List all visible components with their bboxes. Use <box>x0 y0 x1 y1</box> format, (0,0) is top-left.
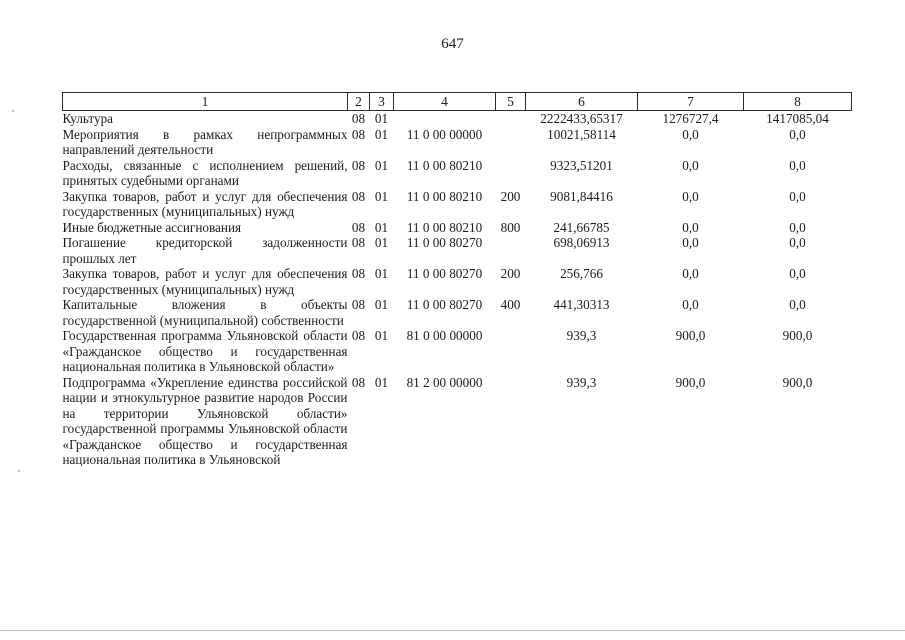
row-cell-c8: 900,0 <box>782 328 813 343</box>
row-cell-c5 <box>496 127 526 158</box>
row-cell-c5 <box>496 158 526 189</box>
column-header-1: 1 <box>63 93 348 111</box>
row-cell-c4: 11 0 00 80270 <box>406 235 483 250</box>
row-cell-c3: 01 <box>374 157 389 173</box>
row-cell-c3: 01 <box>374 219 389 235</box>
table-row <box>63 297 852 328</box>
table-row <box>63 189 852 220</box>
page-number: 647 <box>441 36 464 52</box>
row-cell-c8: 0,0 <box>789 219 806 235</box>
column-header-2: 2 <box>348 93 370 111</box>
row-cell-c7: 900,0 <box>675 374 706 390</box>
row-name-cell: Подпрограмма «Укрепление единства российской нации и этнокультурное развитие народов России на территории Ульяновской области» государственной программы Ульяновской области «Гражданское общество и государственная национальная политика в Ульяновской <box>62 374 348 467</box>
row-cell-c5 <box>496 235 526 266</box>
row-cell-c5: 800 <box>500 219 521 235</box>
column-header-7: 7 <box>638 93 744 111</box>
row-cell-c5 <box>496 375 526 468</box>
row-cell-c7: 0,0 <box>682 188 699 204</box>
scan-edge-mark <box>12 110 14 112</box>
row-name-cell: Погашение кредиторской задолженности прошлых лет <box>62 235 348 266</box>
table-header-row <box>63 93 852 111</box>
row-cell-c6: 10021,58114 <box>547 126 616 142</box>
row-cell-c4: 11 0 00 00000 <box>406 126 483 142</box>
row-cell-c8: 0,0 <box>789 235 806 250</box>
row-cell-c2: 08 <box>351 126 366 142</box>
row-cell-c2: 08 <box>351 235 366 250</box>
row-cell-c8: 0,0 <box>789 157 806 173</box>
row-cell-c4: 11 0 00 80210 <box>406 188 483 204</box>
row-cell-c7: 0,0 <box>682 219 699 235</box>
row-cell-c6: 939,3 <box>566 374 597 390</box>
column-header-6: 6 <box>526 93 638 111</box>
row-cell-c3: 01 <box>374 235 389 250</box>
row-name-cell: Закупка товаров, работ и услуг для обеспечения государственных (муниципальных) нужд <box>62 188 348 219</box>
table-row <box>63 111 852 127</box>
row-cell-c7: 0,0 <box>682 297 699 312</box>
row-cell-c2: 08 <box>351 374 366 390</box>
row-cell-c7: 1276727,4 <box>662 111 719 126</box>
row-cell-c2: 08 <box>351 157 366 173</box>
column-header-8: 8 <box>744 93 852 111</box>
row-name-cell: Культура <box>62 111 114 126</box>
row-name-cell: Мероприятия в рамках непрограммных направлений деятельности <box>62 126 348 157</box>
row-cell-c7: 0,0 <box>682 266 699 281</box>
row-cell-c5: 200 <box>500 266 521 281</box>
row-cell-c8: 900,0 <box>782 374 813 390</box>
table-row <box>63 266 852 297</box>
row-name-cell: Капитальные вложения в объекты государственной (муниципальной) собственности <box>62 297 348 328</box>
row-cell-c2: 08 <box>351 328 366 343</box>
row-cell-c6: 2222433,65317 <box>540 111 623 126</box>
row-cell-c5 <box>496 111 526 127</box>
row-name-cell: Иные бюджетные ассигнования <box>62 219 242 235</box>
row-cell-c6: 441,30313 <box>553 297 610 312</box>
row-cell-c2: 08 <box>351 297 366 312</box>
row-cell-c2: 08 <box>351 266 366 281</box>
row-name-cell: Расходы, связанные с исполнением решений, принятых судебными органами <box>62 157 348 188</box>
row-cell-c3: 01 <box>374 328 389 343</box>
row-cell-c3: 01 <box>374 188 389 204</box>
row-cell-c7: 0,0 <box>682 235 699 250</box>
row-cell-c4: 81 2 00 00000 <box>406 374 483 390</box>
row-cell-c8: 0,0 <box>789 126 806 142</box>
row-cell-c3: 01 <box>374 126 389 142</box>
row-cell-c5 <box>496 328 526 375</box>
column-header-4: 4 <box>394 93 496 111</box>
row-cell-c7: 0,0 <box>682 126 699 142</box>
row-cell-c6: 241,66785 <box>553 219 610 235</box>
row-cell-c7: 900,0 <box>675 328 706 343</box>
table-row <box>63 220 852 236</box>
scan-edge-mark <box>18 470 20 472</box>
row-cell-c2: 08 <box>351 188 366 204</box>
row-cell-c2: 08 <box>351 219 366 235</box>
row-cell-c3: 01 <box>374 266 389 281</box>
row-name-cell: Государственная программа Ульяновской области «Гражданское общество и государственная национальная политика в Ульяновской области» <box>62 328 348 374</box>
table-row <box>63 235 852 266</box>
table-row <box>63 328 852 375</box>
row-cell-c4 <box>394 111 496 127</box>
row-cell-c3: 01 <box>374 111 389 126</box>
row-cell-c6: 939,3 <box>566 328 597 343</box>
row-cell-c5: 400 <box>500 297 521 312</box>
row-cell-c6: 9323,51201 <box>550 157 613 173</box>
row-cell-c4: 11 0 00 80270 <box>406 266 483 281</box>
column-header-5: 5 <box>496 93 526 111</box>
row-cell-c6: 256,766 <box>560 266 603 281</box>
row-cell-c4: 11 0 00 80270 <box>406 297 483 312</box>
row-cell-c3: 01 <box>374 297 389 312</box>
scan-edge-mark <box>0 630 905 631</box>
table-row <box>63 375 852 468</box>
row-cell-c6: 698,06913 <box>553 235 610 250</box>
row-cell-c4: 11 0 00 80210 <box>406 219 483 235</box>
budget-table <box>62 92 852 468</box>
table-row <box>63 158 852 189</box>
column-header-3: 3 <box>370 93 394 111</box>
row-cell-c3: 01 <box>374 374 389 390</box>
row-cell-c2: 08 <box>351 111 366 126</box>
row-cell-c8: 0,0 <box>789 266 806 281</box>
row-cell-c4: 11 0 00 80210 <box>406 157 483 173</box>
row-cell-c8: 0,0 <box>789 297 806 312</box>
row-cell-c7: 0,0 <box>682 157 699 173</box>
row-cell-c5: 200 <box>500 188 521 204</box>
row-cell-c8: 0,0 <box>789 188 806 204</box>
table-row <box>63 127 852 158</box>
row-cell-c4: 81 0 00 00000 <box>406 328 483 343</box>
row-name-cell: Закупка товаров, работ и услуг для обеспечения государственных (муниципальных) нужд <box>62 266 348 297</box>
row-cell-c6: 9081,84416 <box>550 188 613 204</box>
row-cell-c8: 1417085,04 <box>766 111 829 126</box>
